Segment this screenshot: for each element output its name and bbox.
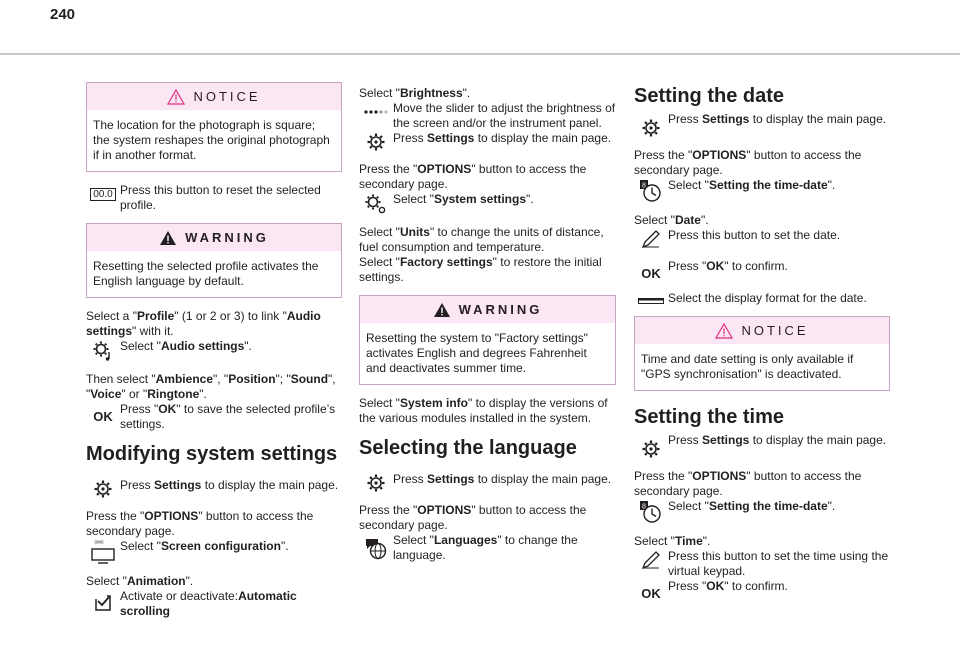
- select-brightness-text: Select "Brightness".: [359, 86, 471, 100]
- top-divider: [0, 53, 960, 55]
- ok-confirm-row-2: [634, 579, 890, 601]
- screen-brightness-icon: [90, 540, 116, 564]
- audio-settings-text: Select "Audio settings".: [120, 339, 252, 353]
- set-time-row: [634, 549, 890, 579]
- section-heading-date: Setting the date: [634, 85, 785, 107]
- slider-text: Move the slider to adjust the brightness of the screen and/or the instrument panel.: [393, 101, 616, 130]
- languages-text: Select "Languages" to change the language.: [393, 533, 578, 562]
- time-date-row: [634, 178, 890, 203]
- notice-box-2: [634, 316, 890, 391]
- ok-confirm-row: [634, 259, 890, 281]
- press-options-text: Press the "OPTIONS" button to access the secondary page.: [359, 162, 587, 191]
- press-options-text: Press the "OPTIONS" button to access the secondary page.: [86, 509, 314, 538]
- settings-gear-icon: [93, 479, 113, 499]
- select-time-text: Select "Time".: [634, 534, 711, 548]
- press-settings-text: Press Settings to display the main page.: [668, 112, 887, 126]
- notice-header: [87, 83, 341, 110]
- set-time-text: Press this button to set the time using the virtual keypad.: [668, 549, 889, 578]
- globe-speech-icon: [364, 537, 388, 561]
- press-settings-text: Press Settings to display the main page.: [393, 131, 612, 145]
- ok-confirm-text: Press "OK" to confirm.: [668, 259, 788, 273]
- system-settings-text: Select "System settings".: [393, 192, 534, 206]
- svg-text:8: 8: [642, 182, 646, 190]
- press-settings-text: Press Settings to display the main page.: [120, 478, 339, 492]
- settings-gear-icon: [641, 118, 661, 138]
- double-gear-icon: [364, 193, 388, 215]
- warning-header: [360, 296, 615, 323]
- then-select-text: Then select "Ambience", "Position"; "Sound", "Voice" or "Ringtone".: [86, 372, 336, 401]
- press-settings-text: Press Settings to display the main page.: [668, 433, 887, 447]
- time-date-row-2: [634, 499, 890, 524]
- press-settings-row-4: [634, 112, 890, 138]
- section-heading-language: Selecting the language: [359, 437, 577, 459]
- notice-triangle-icon: [167, 89, 185, 105]
- screen-config-row: [86, 539, 342, 564]
- settings-gear-icon: [366, 132, 386, 152]
- press-options-text: Press the "OPTIONS" button to access the secondary page.: [359, 503, 587, 532]
- ok-button-icon: OK: [641, 586, 661, 601]
- column-1: [86, 82, 342, 629]
- set-date-row: [634, 228, 890, 249]
- press-options-text: Press the "OPTIONS" button to access the secondary page.: [634, 148, 862, 177]
- warning-header: [87, 224, 341, 251]
- column-2: [359, 86, 616, 573]
- ok-confirm-text: Press "OK" to confirm.: [668, 579, 788, 593]
- time-date-text: Select "Setting the time-date".: [668, 499, 836, 513]
- date-format-text: Select the display format for the date.: [668, 291, 867, 305]
- press-options-text: Press the "OPTIONS" button to access the secondary page.: [634, 469, 862, 498]
- ok-button-icon: OK: [93, 409, 113, 424]
- notice-header: [635, 317, 889, 344]
- screen-config-text: Select "Screen configuration".: [120, 539, 289, 553]
- slider-icon: [364, 109, 388, 115]
- notice-title: NOTICE: [193, 89, 261, 104]
- select-profile-text: Select a "Profile" (1 or 2 or 3) to link "Audio settings" with it.: [86, 309, 321, 338]
- notice-triangle-icon: [715, 323, 733, 339]
- settings-gear-icon: [641, 439, 661, 459]
- press-settings-row-5: [634, 433, 890, 459]
- warning-title: WARNING: [185, 230, 269, 245]
- column-3: [634, 84, 890, 611]
- section-heading-time: Setting the time: [634, 406, 785, 428]
- notice-box: [86, 82, 342, 172]
- press-settings-row-2: [359, 131, 616, 152]
- warning-text: Resetting the selected profile activates the English language by default.: [93, 259, 319, 288]
- select-date-text: Select "Date".: [634, 213, 709, 227]
- press-settings-text: Press Settings to display the main page.: [393, 472, 612, 486]
- warning-text: Resetting the system to "Factory settings" activates English and degrees Fahrenheit and deactivates summer time.: [366, 331, 588, 375]
- date-format-row: [634, 291, 890, 306]
- system-info-text: Select "System info" to display the versions of the various modules installed in the system.: [359, 396, 608, 425]
- page-number: 240: [50, 6, 76, 23]
- press-settings-row: [86, 478, 342, 499]
- section-heading-system-settings: Modifying system settings: [86, 443, 338, 465]
- calendar-clock-icon: [639, 500, 663, 524]
- notice-text: Time and date setting is only available if "GPS synchronisation" is deactivated.: [641, 352, 854, 381]
- reset-profile-text: Press this button to reset the selected profile.: [120, 183, 321, 212]
- ok-save-row: [86, 402, 342, 432]
- notice-text: The location for the photograph is square; the system reshapes the original photograph if in another format.: [93, 118, 330, 162]
- music-gear-icon: [92, 340, 114, 362]
- reset-button-icon: 00.0: [90, 188, 115, 201]
- warning-triangle-icon: [433, 302, 451, 318]
- reset-profile-row: [86, 183, 342, 213]
- notice-title: NOTICE: [741, 323, 809, 338]
- calendar-clock-icon: [639, 179, 663, 203]
- pencil-icon: [641, 229, 661, 249]
- warning-title: WARNING: [458, 302, 543, 317]
- format-bar-icon: [638, 298, 664, 304]
- press-settings-row-3: [359, 472, 616, 493]
- set-date-text: Press this button to set the date.: [668, 228, 841, 242]
- auto-scroll-text: Activate or deactivate:Automatic scrolling: [120, 589, 297, 618]
- warning-box: [86, 223, 342, 298]
- svg-text:8: 8: [642, 503, 646, 511]
- warning-triangle-icon: [159, 230, 177, 246]
- time-date-text: Select "Setting the time-date".: [668, 178, 836, 192]
- slider-row: [359, 101, 616, 131]
- languages-row: [359, 533, 616, 563]
- ok-button-icon: OK: [641, 266, 661, 281]
- checkbox-icon: [95, 595, 111, 611]
- warning-box-2: [359, 295, 616, 385]
- auto-scroll-row: [86, 589, 342, 619]
- select-animation-text: Select "Animation".: [86, 574, 194, 588]
- ok-save-text: Press "OK" to save the selected profile’s settings.: [120, 402, 336, 431]
- audio-settings-row: [86, 339, 342, 362]
- system-settings-row: [359, 192, 616, 215]
- settings-gear-icon: [366, 473, 386, 493]
- pencil-icon: [641, 550, 661, 570]
- units-factory-text: Select "Units" to change the units of distance, fuel consumption and temperature. Select "Factory settings" to restore the initial settings.: [359, 225, 604, 284]
